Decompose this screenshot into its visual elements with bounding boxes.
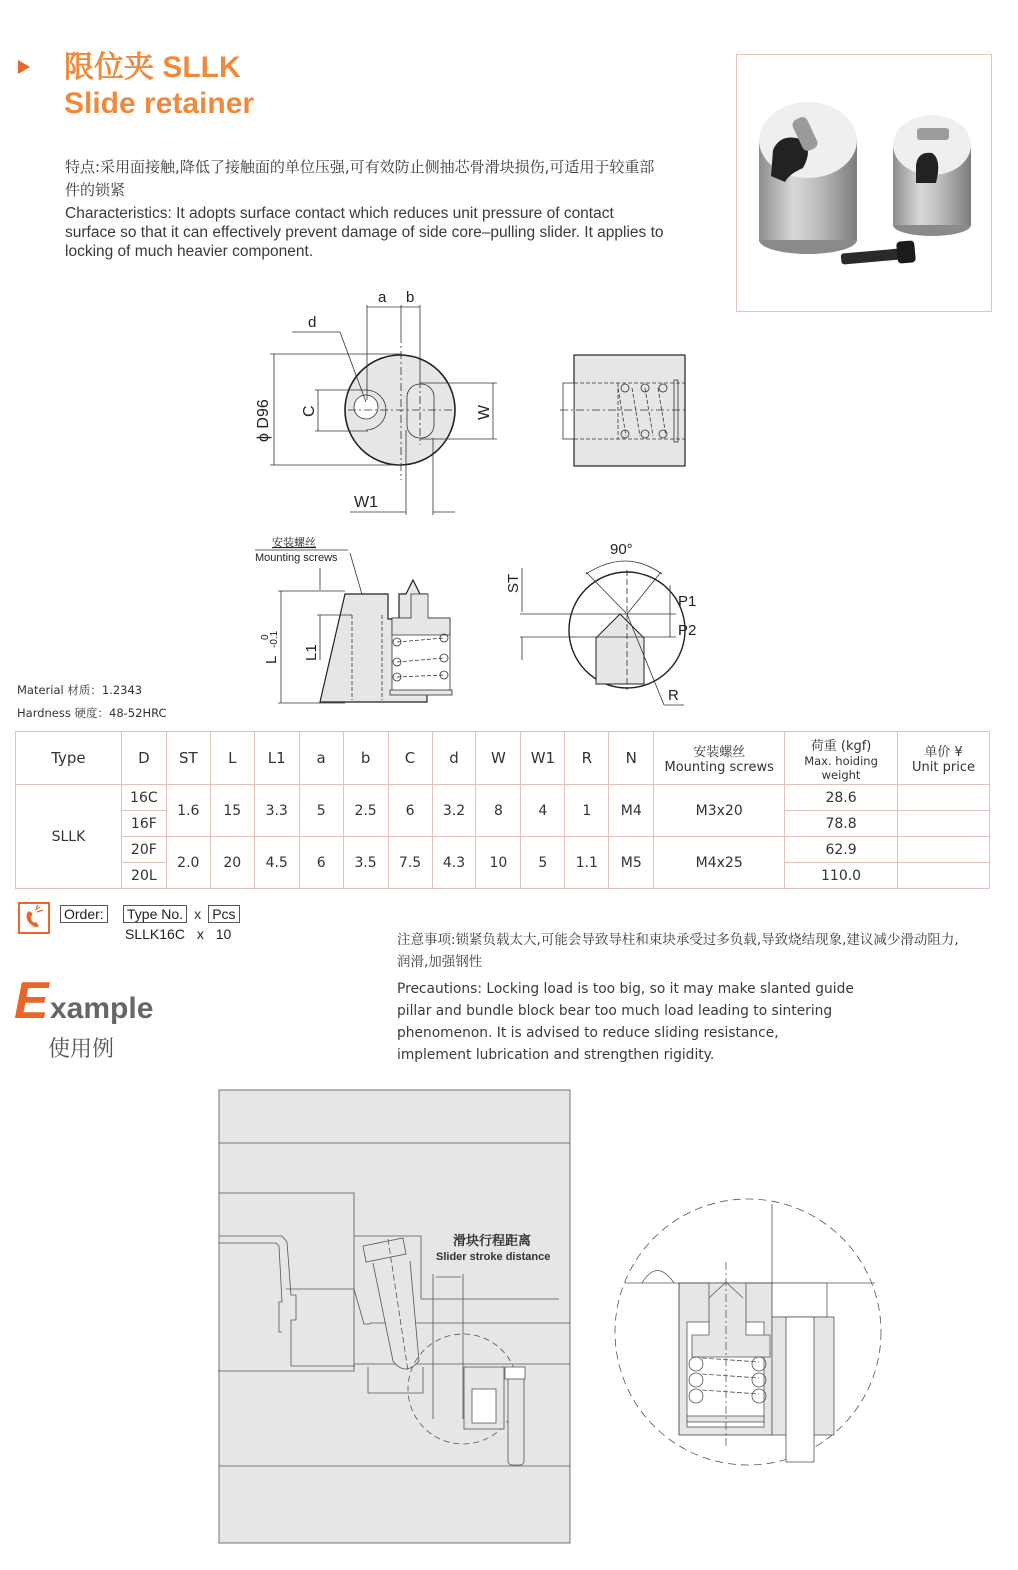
order-example-type: SLLK16C <box>125 926 185 942</box>
cell-w: 10 <box>476 837 521 889</box>
spec-table <box>15 731 990 889</box>
precautions-line: implement lubrication and strengthen rigidity. <box>397 1047 715 1063</box>
dim-label-a: a <box>378 289 387 306</box>
header-price-cn: 单价 ¥ <box>924 745 963 760</box>
cell-load: 62.9 <box>785 837 898 863</box>
mounting-screws-label-cn: 安装螺丝 <box>272 537 316 549</box>
slider-stroke-en: Slider stroke distance <box>436 1251 551 1263</box>
cell-load: 78.8 <box>785 811 898 837</box>
cell-c: 6 <box>388 785 432 837</box>
precautions-en <box>397 978 917 1066</box>
material-label: Material 材质：1.2343 <box>17 683 143 697</box>
cell-d: 16C <box>121 785 166 811</box>
example-heading-e: E <box>14 972 49 1030</box>
header-b: b <box>343 732 388 785</box>
order-x: x <box>194 906 202 922</box>
title-arrow-icon <box>18 60 30 74</box>
header-d-size: D <box>121 732 166 785</box>
dim-label-l-tol-lower: -0.1 <box>269 630 280 648</box>
precautions-line: phenomenon. It is advised to reduce sliding resistance, <box>397 1025 779 1041</box>
cell-st: 1.6 <box>166 785 210 837</box>
dim-label-c: C <box>301 405 318 417</box>
section-drawings <box>240 530 720 710</box>
detail-zoom-drawing <box>605 1192 895 1482</box>
page-title-cn: 限位夹 SLLK <box>64 51 241 84</box>
cell-r: 1.1 <box>565 837 609 889</box>
header-a: a <box>299 732 343 785</box>
cell-n: M5 <box>609 837 654 889</box>
dim-label-l: L <box>263 655 280 664</box>
cell-d-val: 3.2 <box>432 785 476 837</box>
cell-a: 5 <box>299 785 343 837</box>
cell-r: 1 <box>565 785 609 837</box>
dim-label-w1: W1 <box>354 494 378 511</box>
precautions-line: Precautions: Locking load is too big, so it may make slanted guide <box>397 981 854 997</box>
dim-label-angle: 90° <box>610 541 633 558</box>
header-st: ST <box>166 732 210 785</box>
cell-load: 110.0 <box>785 863 898 889</box>
table-row <box>16 785 990 811</box>
header-mounting-cn: 安装螺丝 <box>693 745 746 760</box>
order-label: Order: <box>60 905 108 923</box>
example-heading-cn: 使用例 <box>48 1037 115 1062</box>
table-header-row <box>16 732 990 785</box>
phone-icon <box>18 902 50 934</box>
cell-mounting: M3x20 <box>654 785 785 837</box>
cell-l: 15 <box>210 785 254 837</box>
cell-l: 20 <box>210 837 254 889</box>
cell-n: M4 <box>609 785 654 837</box>
cell-w1: 5 <box>521 837 565 889</box>
header-l: L <box>210 732 254 785</box>
cell-d-val: 4.3 <box>432 837 476 889</box>
top-view-drawing <box>240 280 710 520</box>
pcs-label: Pcs <box>208 905 239 923</box>
header-type: Type <box>16 732 122 785</box>
table-row <box>16 837 990 863</box>
order-example-qty: 10 <box>215 926 232 942</box>
type-no-label: Type No. <box>123 905 187 923</box>
cell-price <box>897 785 989 811</box>
precautions-line: pillar and bundle block bear too much load leading to sintering <box>397 1003 833 1019</box>
cell-b: 3.5 <box>343 837 388 889</box>
header-load-cn: 荷重 (kgf) <box>810 738 872 754</box>
cell-w: 8 <box>476 785 521 837</box>
dim-label-d96: ϕ D96 <box>255 399 272 442</box>
dim-label-st: ST <box>505 573 522 593</box>
cell-d: 16F <box>121 811 166 837</box>
header-price-en: Unit price <box>912 760 975 775</box>
dim-label-r: R <box>668 687 679 704</box>
mold-example-drawing <box>218 1089 572 1545</box>
product-photo-illustration <box>737 55 991 311</box>
header-mounting-en: Mounting screws <box>664 760 774 775</box>
mounting-screws-label-en: Mounting screws <box>255 552 338 564</box>
cell-l1: 3.3 <box>254 785 299 837</box>
cell-load: 28.6 <box>785 785 898 811</box>
cell-mounting: M4x25 <box>654 837 785 889</box>
characteristics-en: Characteristics: It adopts surface contact which reduces unit pressure of contact surface so that it can effectively prevent damage of side core–pulling slider. It applies to locking of much heavier component. <box>65 205 664 260</box>
product-photo <box>736 54 992 312</box>
header-c: C <box>388 732 432 785</box>
dim-label-p1: P1 <box>678 593 697 610</box>
header-l1: L1 <box>254 732 299 785</box>
cell-d: 20L <box>121 863 166 889</box>
cell-c: 7.5 <box>388 837 432 889</box>
cell-l1: 4.5 <box>254 837 299 889</box>
header-w1: W1 <box>521 732 565 785</box>
dim-label-p2: P2 <box>678 622 697 639</box>
precautions-cn: 注意事项:锁紧负载太大,可能会导致导柱和束块承受过多负载,导致烧结现象,建议减少滑动阻力,润滑,加强钢性 <box>397 932 959 970</box>
dim-label-l-tol-upper: 0 <box>260 634 271 640</box>
hardness-label: Hardness 硬度：48-52HRC <box>17 706 167 720</box>
cell-st: 2.0 <box>166 837 210 889</box>
cell-w1: 4 <box>521 785 565 837</box>
header-d: d <box>432 732 476 785</box>
cell-price <box>897 863 989 889</box>
header-w: W <box>476 732 521 785</box>
header-mounting <box>654 732 785 785</box>
dim-label-d: d <box>308 314 317 331</box>
header-load-en: Max. hoiding weight <box>804 753 878 782</box>
header-r: R <box>565 732 609 785</box>
slider-stroke-cn: 滑块行程距离 <box>453 1233 532 1248</box>
cell-type: SLLK <box>16 785 122 889</box>
cell-d: 20F <box>121 837 166 863</box>
example-heading: xample <box>50 992 154 1025</box>
cell-price <box>897 811 989 837</box>
dim-label-b: b <box>406 289 415 306</box>
header-load <box>785 732 898 785</box>
cell-a: 6 <box>299 837 343 889</box>
dim-label-l1: L1 <box>303 644 320 661</box>
header-price <box>897 732 989 785</box>
cell-price <box>897 837 989 863</box>
dim-label-w: W <box>476 404 493 420</box>
header-n: N <box>609 732 654 785</box>
cell-b: 2.5 <box>343 785 388 837</box>
order-example-x: x <box>196 926 204 942</box>
characteristics-cn: 特点:采用面接触,降低了接触面的单位压强,可有效防止侧抽芯骨滑块损伤,可适用于较重部件的锁紧 <box>65 158 655 199</box>
page-title-en: Slide retainer <box>64 87 255 120</box>
